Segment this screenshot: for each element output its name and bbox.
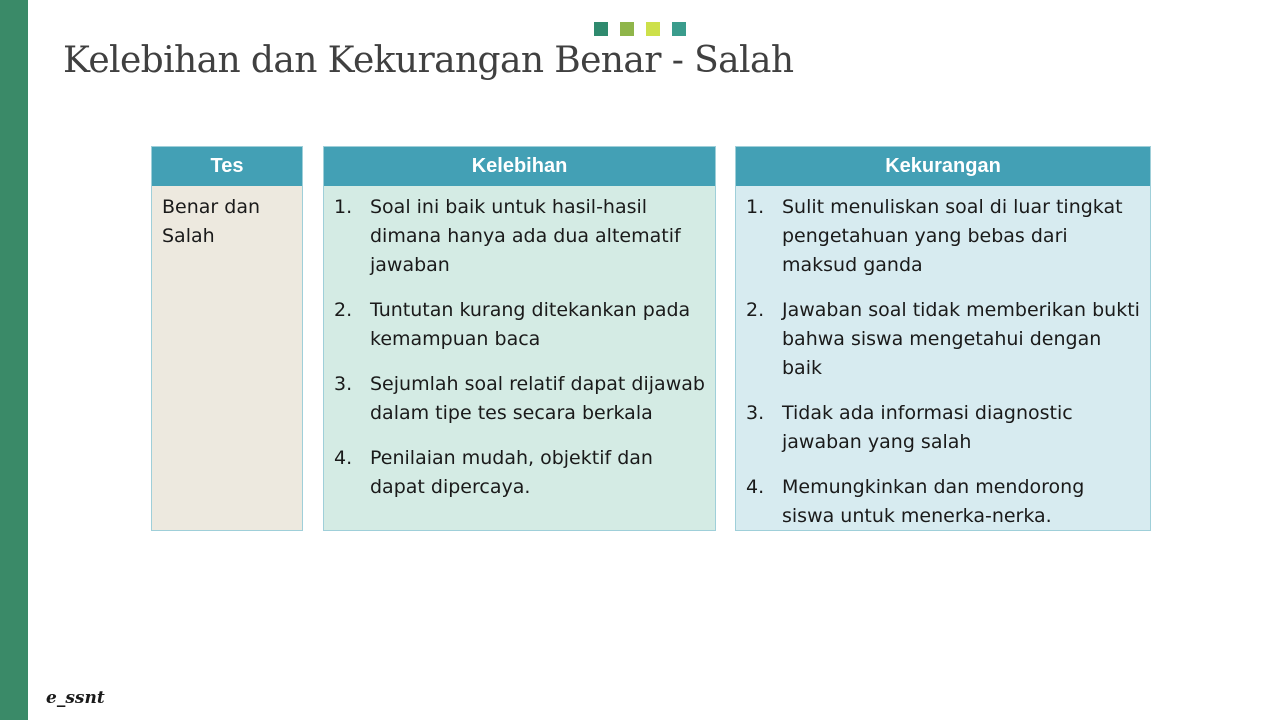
- column-tes: [151, 146, 303, 531]
- list-item-number: 3.: [746, 402, 765, 424]
- list-item-number: 2.: [334, 299, 353, 321]
- list-item: [746, 193, 1140, 280]
- list-item-text: Tuntutan kurang ditekankan pada kemampuan baca: [370, 299, 691, 350]
- column-kelebihan: [323, 146, 716, 531]
- kekurangan-list: [746, 193, 1140, 531]
- decor-square-1: [594, 22, 608, 36]
- column-body-kelebihan: [324, 186, 715, 502]
- list-item-number: 1.: [334, 196, 353, 218]
- list-item-text: Memungkinkan dan mendorong siswa untuk menerka-nerka.: [782, 476, 1085, 527]
- decor-square-2: [620, 22, 634, 36]
- column-header-kelebihan: Kelebihan: [324, 147, 715, 186]
- list-item-number: 3.: [334, 373, 353, 395]
- kelebihan-list: [334, 193, 705, 502]
- list-item: [746, 473, 1140, 531]
- list-item-number: 4.: [746, 476, 765, 498]
- column-body-kekurangan: [736, 186, 1150, 531]
- list-item: [334, 193, 705, 280]
- list-item-text: Penilaian mudah, objektif dan dapat dipercaya.: [370, 447, 653, 498]
- list-item: [334, 296, 705, 354]
- list-item-text: Sulit menuliskan soal di luar tingkat pengetahuan yang bebas dari maksud ganda: [782, 196, 1123, 276]
- decor-square-3: [646, 22, 660, 36]
- footer-logo: e_ssnt: [46, 688, 105, 708]
- column-body-tes: [152, 186, 302, 251]
- list-item-number: 1.: [746, 196, 765, 218]
- list-item: [334, 444, 705, 502]
- decorative-squares: [594, 22, 686, 36]
- list-item-text: Jawaban soal tidak memberikan bukti bahwa siswa mengetahui dengan baik: [782, 299, 1140, 379]
- column-header-tes: Tes: [152, 147, 302, 186]
- column-header-kekurangan: Kekurangan: [736, 147, 1150, 186]
- list-item: [334, 370, 705, 428]
- decor-square-4: [672, 22, 686, 36]
- test-type-text: Benar dan Salah: [162, 196, 261, 247]
- list-item-text: Tidak ada informasi diagnostic jawaban yang salah: [782, 402, 1073, 453]
- left-accent-bar: [0, 0, 28, 720]
- list-item-text: Soal ini baik untuk hasil-hasil dimana hanya ada dua altematif jawaban: [370, 196, 681, 276]
- list-item: [746, 296, 1140, 383]
- list-item-number: 4.: [334, 447, 353, 469]
- list-item: [746, 399, 1140, 457]
- column-kekurangan: [735, 146, 1151, 531]
- list-item-number: 2.: [746, 299, 765, 321]
- list-item-text: Sejumlah soal relatif dapat dijawab dalam tipe tes secara berkala: [370, 373, 705, 424]
- slide-title: Kelebihan dan Kekurangan Benar - Salah: [63, 40, 794, 81]
